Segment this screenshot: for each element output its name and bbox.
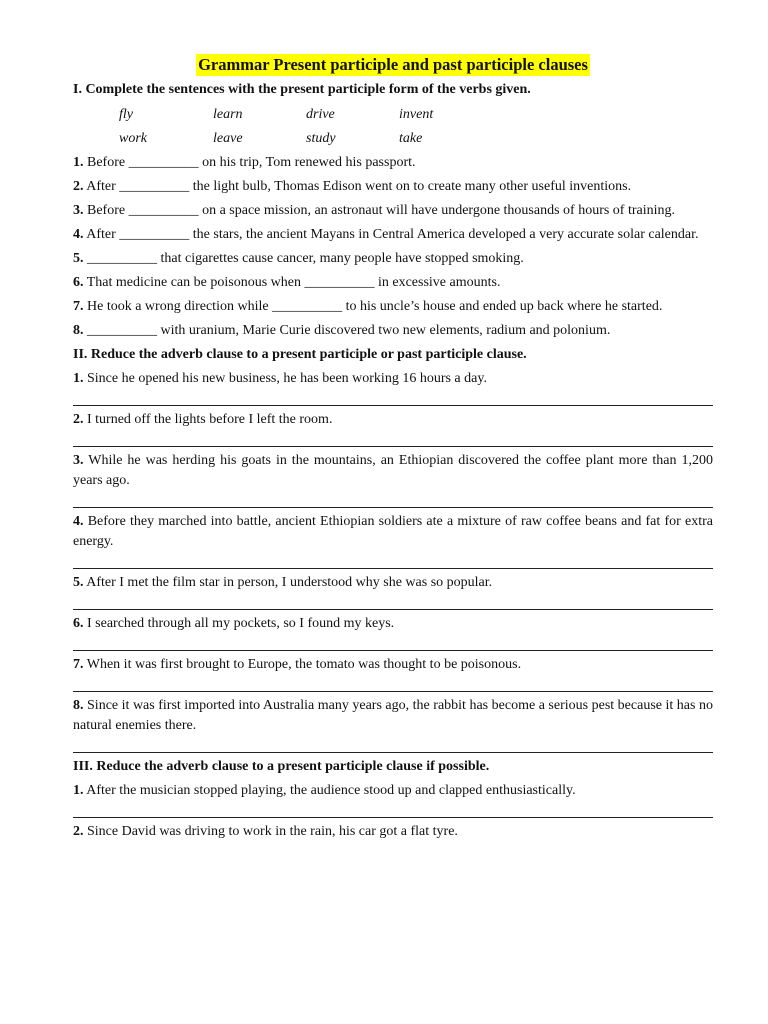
exercise-item: 5. After I met the film star in person, I understood why she was so popular. — [73, 575, 493, 590]
exercise-item: 8. __________ with uranium, Marie Curie discovered two new elements, radium and polonium. — [73, 323, 611, 338]
answer-line[interactable] — [73, 642, 713, 651]
verb-item: leave — [213, 131, 243, 146]
verb-item: invent — [399, 107, 434, 122]
section-2 — [73, 345, 713, 842]
exercise-item: 6. That medicine can be poisonous when __________ in excessive amounts. — [73, 275, 501, 290]
verb-item: drive — [306, 107, 335, 122]
verb-item: study — [306, 131, 336, 146]
exercise-item: 7. When it was first brought to Europe, the tomato was thought to be poisonous. — [73, 657, 522, 672]
exercise-item: 1. After the musician stopped playing, the audience stood up and clapped enthusiastically. — [73, 783, 576, 798]
exercise-item: 2. I turned off the lights before I left the room. — [73, 412, 333, 427]
exercise-item: 1. Before __________ on his trip, Tom renewed his passport. — [73, 155, 416, 170]
section-3-heading: III. Reduce the adverb clause to a present participle clause if possible. — [73, 759, 490, 774]
answer-line[interactable] — [73, 744, 713, 753]
answer-line[interactable] — [73, 438, 713, 447]
answer-line[interactable] — [73, 560, 713, 569]
answer-line[interactable] — [73, 499, 713, 508]
exercise-item: 4. After __________ the stars, the ancient Mayans in Central America developed a very accurate solar calendar. — [73, 227, 699, 242]
exercise-item: 7. He took a wrong direction while __________ to his uncle’s house and ended up back where he started. — [73, 299, 663, 314]
title-wrap — [73, 54, 713, 76]
page-title: Grammar Present participle and past participle clauses — [198, 55, 588, 74]
exercise-item: 2. After __________ the light bulb, Thomas Edison went on to create many other useful inventions. — [73, 179, 632, 194]
worksheet-content — [73, 54, 713, 844]
exercise-item: 8. Since it was first imported into Australia many years ago, the rabbit has become a serious pest because it has no natural enemies there. — [73, 698, 713, 733]
answer-line[interactable] — [73, 809, 713, 818]
exercise-item: 3. Before __________ on a space mission, an astronaut will have undergone thousands of hours of training. — [73, 203, 676, 218]
section-1-heading: I. Complete the sentences with the present participle form of the verbs given. — [73, 82, 531, 97]
verb-list — [119, 103, 713, 151]
exercise-item: 2. Since David was driving to work in the rain, his car got a flat tyre. — [73, 824, 458, 839]
exercise-item: 6. I searched through all my pockets, so I found my keys. — [73, 616, 395, 631]
verb-item: take — [399, 131, 423, 146]
answer-line[interactable] — [73, 683, 713, 692]
section-2-heading: II. Reduce the adverb clause to a present participle or past participle clause. — [73, 347, 527, 362]
exercise-item: 1. Since he opened his new business, he has been working 16 hours a day. — [73, 371, 487, 386]
answer-line[interactable] — [73, 397, 713, 406]
verb-item: learn — [213, 107, 243, 122]
exercise-item: 5. __________ that cigarettes cause cancer, many people have stopped smoking. — [73, 251, 524, 266]
verb-item: work — [119, 131, 147, 146]
verb-item: fly — [119, 107, 133, 122]
exercise-item: 3. While he was herding his goats in the mountains, an Ethiopian discovered the coffee plant more than 1,200 years ago. — [73, 453, 713, 488]
exercise-item: 4. Before they marched into battle, ancient Ethiopian soldiers ate a mixture of raw coffee beans and fat for extra energy. — [73, 514, 713, 549]
answer-line[interactable] — [73, 601, 713, 610]
